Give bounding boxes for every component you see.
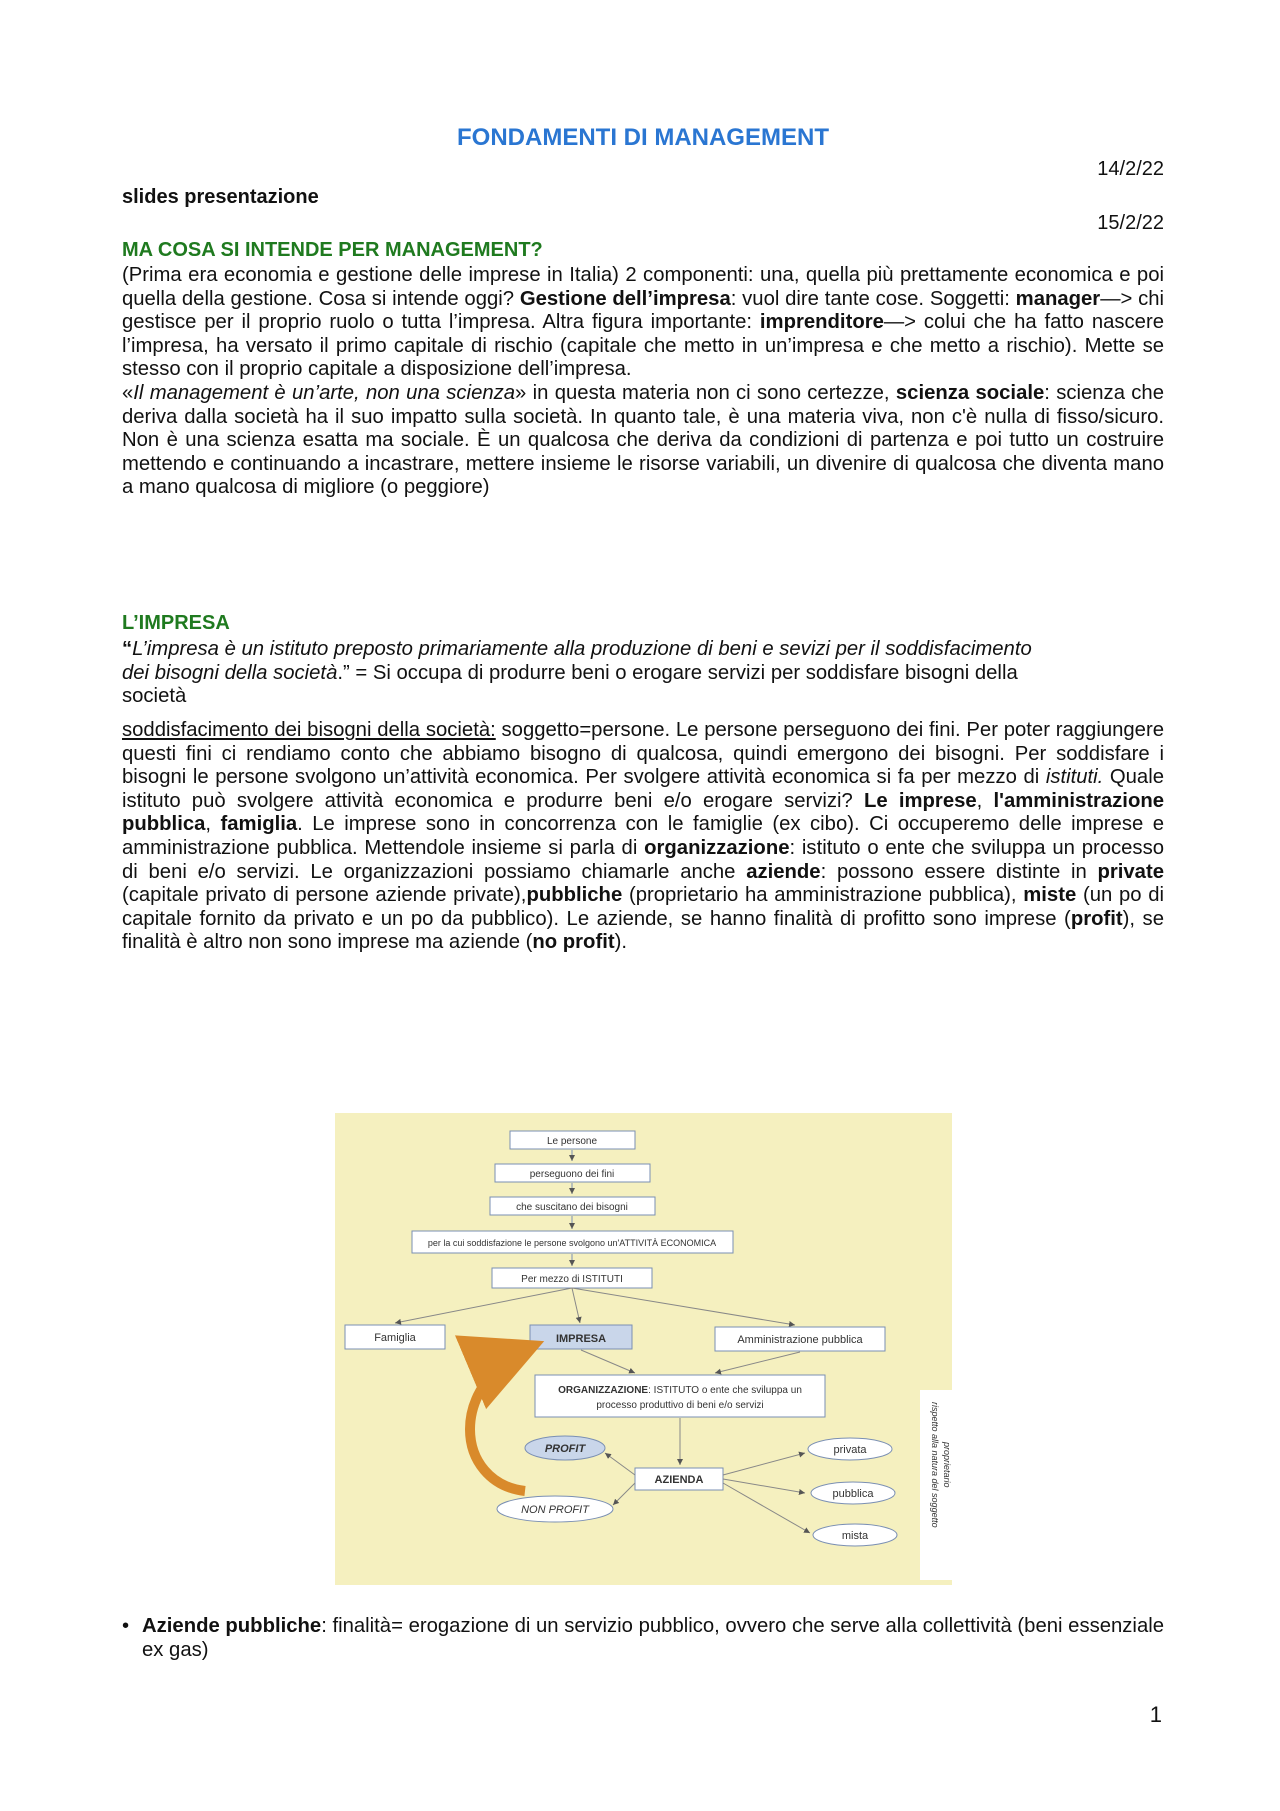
side-caption-1: rispetto alla natura del soggetto	[930, 1402, 940, 1528]
organization-diagram	[335, 1113, 952, 1585]
side-caption	[920, 1390, 956, 1580]
quote-definition: “L’impresa è un istituto preposto primariamente alla produzione di beni e sevizi per il soddisfacimento dei bisogni della società.” = Si occupa di produrre beni o erogare servizi per soddisfare bisogni della società	[122, 638, 1032, 708]
label-organizzazione: ORGANIZZAZIONE: ISTITUTO o ente che sviluppa un	[558, 1385, 802, 1396]
label-fini: perseguono dei fini	[529, 1169, 615, 1180]
label-organizzazione-2: processo produttivo di beni e/o servizi	[596, 1400, 764, 1411]
slides-heading: slides presentazione	[122, 186, 319, 208]
date-2: 15/2/22	[1097, 212, 1164, 234]
side-caption-2: proprietario	[942, 1442, 952, 1488]
section-heading-management: MA COSA SI INTENDE PER MANAGEMENT?	[122, 239, 543, 261]
label-profit: PROFIT	[544, 1443, 586, 1455]
label-ammin: Amministrazione pubblica	[737, 1334, 863, 1346]
date-1: 14/2/22	[1097, 158, 1164, 180]
page-title: FONDAMENTI DI MANAGEMENT	[457, 124, 829, 151]
label-attivita: per la cui soddisfazione le persone svolgono un'ATTIVITÀ ECONOMICA	[427, 1238, 717, 1248]
label-nonprofit: NON PROFIT	[521, 1504, 589, 1516]
paragraph-management: (Prima era economia e gestione delle imprese in Italia) 2 componenti: una, quella più prettamente economica e poi quella della gestione. Cosa si intende oggi? Gestione dell’impresa: vuol dire tante cose. Soggetti: manager—> chi gestisce per il proprio ruolo o tutta l’impresa. Altra figura importante: imprenditore—> colui che ha fatto nascere l’impresa, ha versato il primo capitale di rischio (capitale che metto in un’impresa e che metto a rischio). Mette se stesso con il proprio capitale a disposizione dell’impresa. «Il management è un’arte, non una scienza» in questa materia non ci sono certezze, scienza sociale: scienza che deriva dalla società ha il suo impatto sulla società. In quanto tale, è una materia viva, non c'è nulla di fisso/sicuro. Non è una scienza esatta ma sociale. È un qualcosa che deriva da condizioni di partenza e poi tutto un costruire mettendo e continuando a incastrare, mettere insieme le risorse variabili, un divenire di qualcosa che diventa mano a mano qualcosa di migliore (o peggiore)	[122, 264, 1165, 499]
label-pubblica: pubblica	[832, 1488, 874, 1500]
bullet-aziende-pubbliche: • Aziende pubbliche: finalità= erogazione di un servizio pubblico, ovvero che serve alla collettività (beni essenziale ex gas)	[122, 1615, 1165, 1661]
label-istituti: Per mezzo di ISTITUTI	[521, 1274, 623, 1285]
label-bisogni: che suscitano dei bisogni	[516, 1202, 628, 1213]
label-mista: mista	[841, 1530, 869, 1542]
profit-loop-arrow	[470, 1345, 535, 1491]
label-famiglia: Famiglia	[374, 1332, 416, 1344]
page-number: 1	[1149, 1702, 1162, 1727]
label-azienda: AZIENDA	[654, 1474, 704, 1486]
label-impresa: IMPRESA	[555, 1333, 607, 1345]
label-persone: Le persone	[546, 1136, 598, 1147]
paragraph-impresa: soddisfacimento dei bisogni della società: soggetto=persone. Le persone perseguono dei fini. Per poter raggiungere questi fini ci rendiamo conto che abbiamo bisogno di qualcosa, quindi emergono dei bisogni. Per soddisfare i bisogni le persone svolgono un’attività economica. Per svolgere attività economica si fa per mezzo di istituti. Quale istituto può svolgere attività economica e produrre beni e/o erogare servizi? Le imprese, l'amministrazione pubblica, famiglia. Le imprese sono in concorrenza con le famiglie (ex cibo). Ci occuperemo delle imprese e amministrazione pubblica. Mettendole insieme si parla di organizzazione: istituto o ente che sviluppa un processo di beni e/o servizi. Le organizzazioni possiamo chiamarle anche aziende: possono essere distinte in private (capitale privato di persone aziende private),pubbliche (proprietario ha amministrazione pubblica), miste (un po di capitale fornito da privato e un po da pubblico). Le aziende, se hanno finalità di profitto sono imprese (profit), se finalità è altro non sono imprese ma aziende (no profit).	[122, 719, 1165, 954]
section-heading-impresa: L’IMPRESA	[122, 612, 230, 634]
label-privata: privata	[833, 1444, 867, 1456]
bullet-dot: •	[122, 1615, 130, 1637]
